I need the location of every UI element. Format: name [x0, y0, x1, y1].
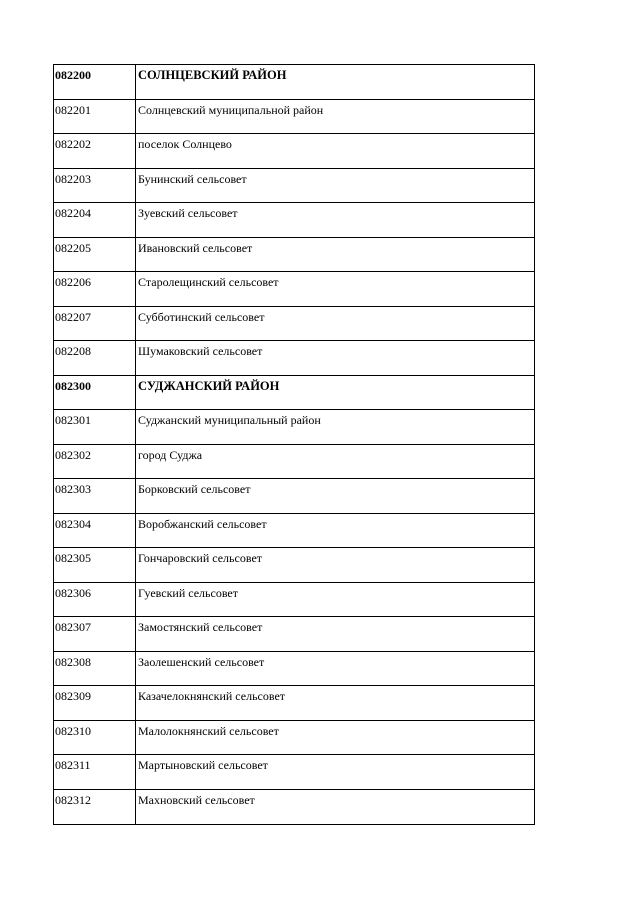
name-cell: Гуевский сельсовет	[138, 585, 238, 600]
code-cell: 082300	[54, 376, 136, 410]
name-cell: СОЛНЦЕВСКИЙ РАЙОН	[138, 68, 287, 82]
name-cell: Бунинский сельсовет	[138, 171, 247, 186]
table-row	[54, 617, 534, 652]
code-cell: 082302	[54, 445, 136, 479]
name-cell: Старолещинский сельсовет	[138, 275, 279, 289]
table-row	[54, 721, 534, 756]
name-cell: Гончаровский сельсовет	[138, 551, 263, 565]
name-cell: СУДЖАНСКИЙ РАЙОН	[138, 378, 280, 393]
table-section-row	[54, 376, 534, 411]
table-row	[54, 514, 534, 549]
code-cell: 082312	[54, 790, 136, 824]
name-cell: Зуевский сельсовет	[138, 206, 238, 220]
code-cell: 082204	[54, 203, 136, 237]
table-section-row	[54, 65, 534, 100]
name-cell: Махновский сельсовет	[138, 792, 255, 807]
table-row	[54, 341, 534, 376]
name-cell: поселок Солнцево	[138, 137, 232, 151]
code-cell: 082307	[54, 617, 136, 651]
code-cell: 082203	[54, 169, 136, 203]
name-cell: Казачелокнянский сельсовет	[138, 689, 286, 703]
code-cell: 082201	[54, 100, 136, 134]
code-cell: 082305	[54, 548, 136, 582]
table-row	[54, 307, 534, 342]
name-cell: Малолокнянский сельсовет	[138, 723, 279, 738]
table-row	[54, 100, 534, 135]
name-cell: город Суджа	[138, 447, 203, 462]
name-cell: Солнцевский муниципальной район	[138, 102, 324, 117]
table-row	[54, 755, 534, 790]
code-cell: 082206	[54, 272, 136, 306]
name-cell: Суджанский муниципальный район	[138, 413, 321, 427]
table-row	[54, 410, 534, 445]
table-row	[54, 548, 534, 583]
table-row	[54, 790, 534, 825]
code-cell: 082304	[54, 514, 136, 548]
table-row	[54, 272, 534, 307]
code-cell: 082208	[54, 341, 136, 375]
code-cell: 082309	[54, 686, 136, 720]
code-cell: 082306	[54, 583, 136, 617]
table-row	[54, 203, 534, 238]
code-cell: 082308	[54, 652, 136, 686]
code-cell: 082205	[54, 238, 136, 272]
name-cell: Субботинский сельсовет	[138, 309, 265, 324]
table-row	[54, 479, 534, 514]
name-cell: Шумаковский сельсовет	[138, 344, 263, 358]
codes-table	[53, 64, 535, 825]
code-cell: 082207	[54, 307, 136, 341]
name-cell: Ивановский сельсовет	[138, 240, 253, 255]
name-cell: Воробжанский сельсовет	[138, 516, 267, 531]
name-cell: Борковский сельсовет	[138, 482, 251, 496]
code-cell: 082311	[54, 755, 136, 789]
name-cell: Заолешенский сельсовет	[138, 654, 265, 669]
code-cell: 082200	[54, 65, 136, 99]
table-row	[54, 652, 534, 687]
table-row	[54, 583, 534, 618]
table-row	[54, 134, 534, 169]
code-cell: 082202	[54, 134, 136, 168]
code-cell: 082301	[54, 410, 136, 444]
code-cell: 082310	[54, 721, 136, 755]
table-row	[54, 445, 534, 480]
table-row	[54, 238, 534, 273]
name-cell: Мартыновский сельсовет	[138, 758, 268, 772]
name-cell: Замостянский сельсовет	[138, 620, 263, 634]
code-cell: 082303	[54, 479, 136, 513]
table-row	[54, 169, 534, 204]
table-row	[54, 686, 534, 721]
